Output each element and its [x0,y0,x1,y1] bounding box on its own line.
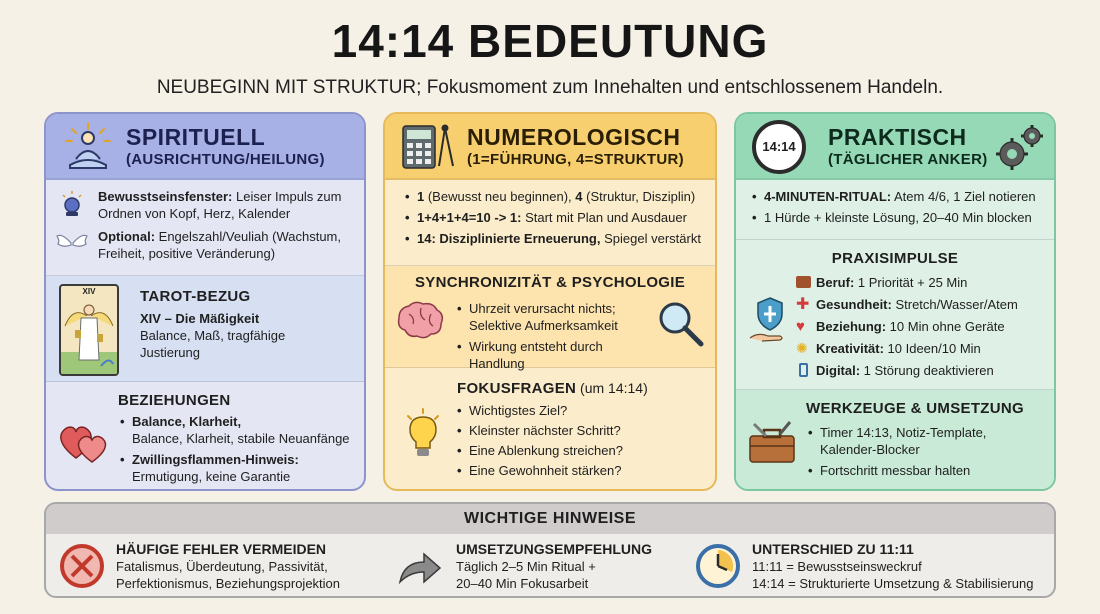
hearts-icon [56,418,112,466]
notes-panel [44,502,1056,598]
impulse-item: ♥ Beziehung: 10 Min ohne Geräte [796,318,1005,335]
tools-list [806,424,1046,483]
numerology-intro-section [385,180,715,266]
practical-subtitle: (TÄGLICHER ANKER) [828,151,988,168]
notes-title: WICHTIGE HINWEISE [46,504,1054,534]
recommendation-title: UMSETZUNGSEMPFEHLUNG [456,541,652,557]
practical-item: • 1 Hürde + kleinste Lösung, 20–40 Min blocken [750,209,1044,226]
focus-title-suffix: (um 14:14) [576,380,648,396]
spiritual-title: SPIRITUELL [126,124,266,150]
focus-item: • Eine Gewohnheit stärken? [455,462,695,479]
page-title: 14:14 BEDEUTUNG [331,15,769,67]
practical-header [736,114,1054,180]
magnifier-icon [655,298,707,350]
numerology-subtitle: (1=FÜHRUNG, 4=STRUKTUR) [467,151,684,168]
clock-text: 14:14 [762,139,796,154]
spiritual-card [44,112,366,491]
spiritual-header [46,114,364,180]
difference-line: 11:11 = Bewusstseinsweckruf [752,559,922,574]
temperance-angel-icon [61,296,117,376]
tarot-card-name: XIV – Die Mäßigkeit [140,311,260,326]
spiritual-item: Bewusstseinsfenster: Leiser Impuls zum Ordnen von Kopf, Herz, Kalender [98,189,342,221]
spiritual-intro-section [46,180,364,276]
forward-arrow-icon [396,548,442,588]
tarot-card-image [59,284,119,376]
recommendation-line: 20–40 Min Fokusarbeit [456,576,589,591]
sync-list [455,300,655,376]
relations-section [46,382,364,491]
mistakes-column [116,540,340,592]
focus-title: FOKUSFRAGEN [457,380,577,397]
tools-section [736,390,1054,489]
tarot-section [46,276,364,382]
medical-cross-icon: ✚ [796,296,810,313]
heart-icon: ♥ [796,318,805,335]
focus-item: • Eine Ablenkung streichen? [455,442,695,459]
practical-title: PRAKTISCH [828,124,967,150]
sync-item: • Wirkung entsteht durch Handlung [455,338,655,372]
sync-section [385,266,715,371]
tarot-numeral: XIV [82,287,96,296]
impulse-item: ✚ Gesundheit: Stretch/Wasser/Atem [796,296,1018,313]
mistakes-title: HÄUFIGE FEHLER VERMEIDEN [116,541,327,557]
angel-wings-icon [56,231,88,253]
impulse-item: Beruf: 1 Priorität + 25 Min [796,274,1046,291]
gears-icon [992,122,1046,174]
difference-line: 14:14 = Strukturierte Umsetzung & Stabilisierung [752,576,1034,591]
practical-intro-section [736,180,1054,240]
impulses-title: PRAXISIMPULSE [831,250,959,267]
health-hand-icon [748,294,792,344]
crystal-ball-icon [58,190,86,218]
difference-title: UNTERSCHIED ZU 11:11 [752,541,914,557]
wall-clock-icon [694,542,742,590]
tarot-title: TAROT-BEZUG [140,288,251,305]
impulses-section [736,240,1054,390]
meditation-icon [62,121,114,173]
mistakes-line: Perfektionismus, Beziehungsprojektion [116,576,341,591]
practical-list [750,188,1044,226]
numerology-card [383,112,717,491]
page-subtitle: NEUBEGINN MIT STRUKTUR; Fokusmoment zum Innehalten und entschlossenem Handeln. [156,77,944,98]
difference-column [752,540,1033,592]
tools-title: WERKZEUGE & UMSETZUNG [806,400,1024,417]
calculator-compass-icon [399,122,455,172]
sync-item: • Uhrzeit verursacht nichts; Selektive Aufmerksamkeit [455,300,655,334]
tools-item: • Fortschritt messbar halten [806,462,1046,479]
numerology-title: NUMEROLOGISCH [467,124,681,150]
relations-item: • Zwillingsflammen-Hinweis: Ermutigung, keine Garantie [118,451,362,485]
tarot-desc: Balance, Maß, tragfähige Justierung [140,328,286,360]
relations-title: BEZIEHUNGEN [118,392,231,409]
recommendation-line: Täglich 2–5 Min Ritual + [456,559,596,574]
practical-item: • 4-MINUTEN-RITUAL: Atem 4/6, 1 Ziel notieren [750,188,1044,205]
focus-item: • Kleinster nächster Schritt? [455,422,695,439]
toolbox-icon [746,420,798,466]
lightbulb-icon [403,408,443,460]
brain-icon [395,300,445,342]
impulse-item: ✺ Kreativität: 10 Ideen/10 Min [796,340,981,356]
practical-card [734,112,1056,491]
idea-bulb-icon: ✺ [796,340,808,356]
recommendation-column [456,540,652,592]
focus-item: • Wichtigstes Ziel? [455,402,695,419]
numerology-header [385,114,715,180]
numerology-item: • 1+4+1+4=10 -> 1: Start mit Plan und Ausdauer [403,209,703,226]
focus-list [455,402,695,482]
relations-item: • Balance, Klarheit, Balance, Klarheit, stabile Neuanfänge [118,413,362,447]
prohibited-icon [58,542,106,590]
spiritual-subtitle: (AUSRICHTUNG/HEILUNG) [126,151,325,168]
briefcase-icon [796,276,811,288]
clock-icon [752,120,806,174]
tools-item: • Timer 14:13, Notiz-Template, Kalender-Blocker [806,424,1046,458]
spiritual-item: Optional: Engelszahl/Veuliah (Wachstum, Freiheit, positive Veränderung) [98,229,341,261]
smartphone-icon [799,363,808,377]
impulse-item: Digital: 1 Störung deaktivieren [796,362,1046,379]
numerology-item: • 1 (Bewusst neu beginnen), 4 (Struktur, Disziplin) [403,188,703,205]
numerology-list [403,188,703,247]
sync-title: SYNCHRONIZITÄT & PSYCHOLOGIE [414,274,686,291]
focus-section [385,368,715,489]
mistakes-line: Fatalismus, Überdeutung, Passivität, [116,559,328,574]
numerology-item: • 14: Disziplinierte Erneuerung, Spiegel verstärkt [403,230,703,247]
relations-list [118,413,362,485]
